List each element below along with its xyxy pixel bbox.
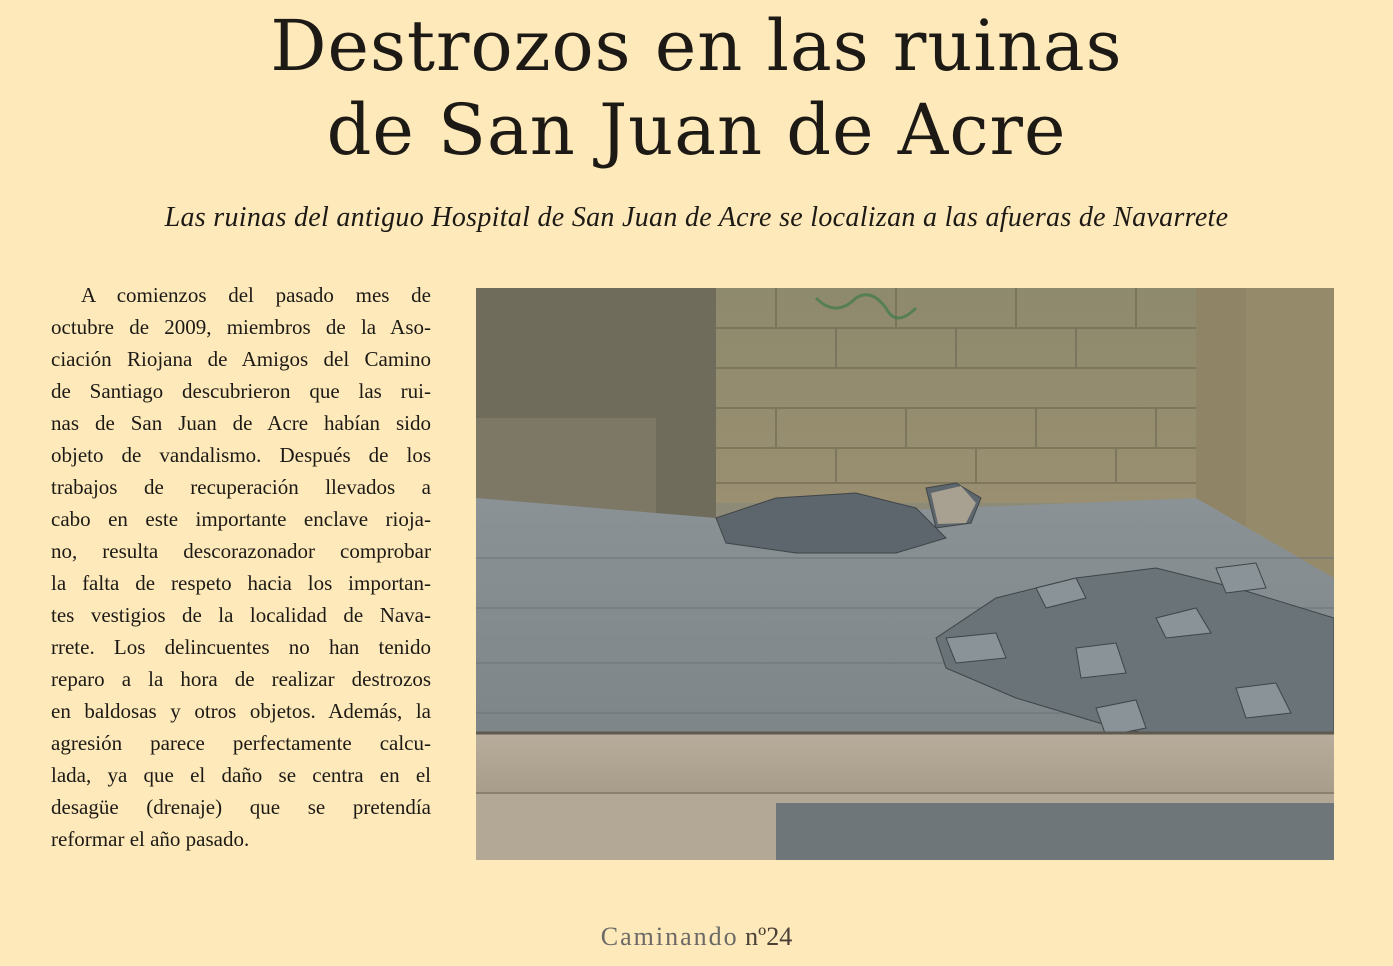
magazine-name: Caminando [600,922,739,951]
body-line: desagüe (drenaje) que se pretendía [51,795,431,819]
article-title [0,4,1393,172]
body-line: reformar el año pasado. [51,827,250,851]
body-line: no, resulta descorazonador comprobar [51,539,431,563]
body-line: octubre de 2009, miembros de la Aso- [51,315,431,339]
body-line: tes vestigios de la localidad de Nava- [51,603,431,627]
article-subtitle: Las ruinas del antiguo Hospital de San Juan de Acre se localizan a las afueras de Navarrete [164,202,1229,233]
body-line: nas de San Juan de Acre habían sido [51,411,431,435]
title-line-1: Destrozos en las ruinas [270,5,1123,87]
body-line: A comienzos del pasado mes de [81,283,431,307]
body-line: en baldosas y otros objetos. Además, la [51,699,431,723]
body-line: agresión parece perfectamente calcu- [51,731,431,755]
body-line: de Santiago descubrieron que las rui- [51,379,431,403]
body-line: lada, ya que el daño se centra en el [51,763,431,787]
title-line-2: de San Juan de Acre [326,89,1067,171]
body-line: rrete. Los delincuentes no han tenido [51,635,431,659]
body-line: la falta de respeto hacia los importan- [51,571,431,595]
body-line: reparo a la hora de realizar destrozos [51,667,431,691]
body-line: cabo en este importante enclave rioja- [51,507,431,531]
issue-number: nº24 [745,922,793,951]
article-body [51,279,431,855]
page-footer [0,920,1393,954]
ruins-photo [476,288,1334,860]
body-line: objeto de vandalismo. Después de los [51,443,431,467]
body-line: trabajos de recuperación llevados a [51,475,431,499]
body-line: ciación Riojana de Amigos del Camino [51,347,431,371]
